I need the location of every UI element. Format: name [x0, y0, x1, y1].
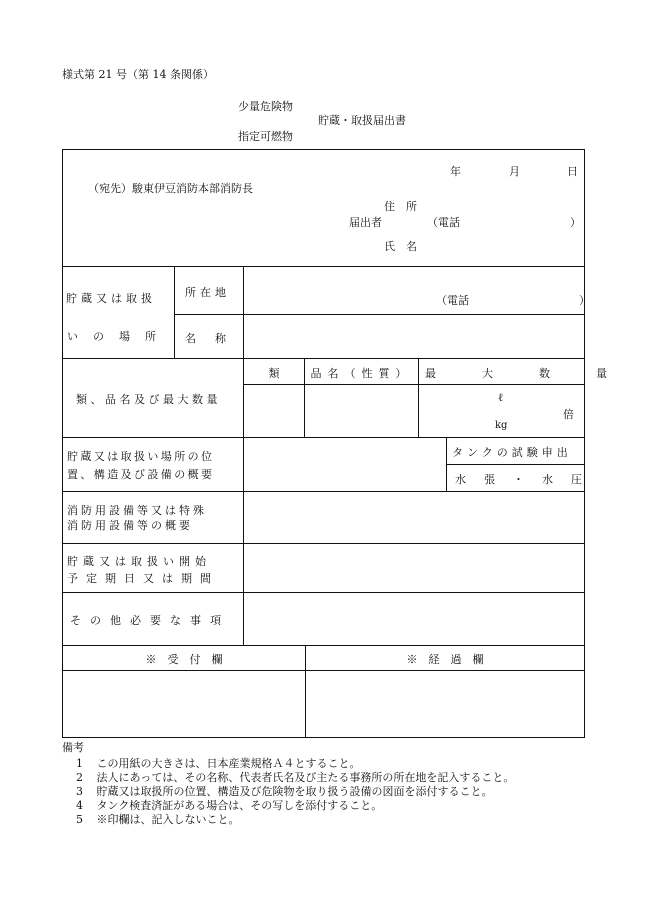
note-number: 4 — [76, 799, 83, 812]
note-item — [76, 811, 240, 827]
date-year: 年 — [450, 165, 461, 178]
title-line-3: 指定可燃物 — [238, 130, 293, 143]
other-label: その他必要な事項 — [70, 614, 230, 627]
fire-equipment-label-1: 消防用設備等又は特殊 — [67, 504, 207, 517]
address-label: 住 所 — [384, 200, 417, 213]
place-label-text-1: 貯蔵又は取扱 — [66, 292, 156, 305]
start-date-label-1: 貯蔵又は取扱い開始 — [67, 555, 211, 568]
note-number: 1 — [76, 757, 83, 770]
title-line-1: 少量危険物 — [238, 100, 293, 113]
note-number: 2 — [76, 771, 83, 784]
progress-header: ※ 経 過 欄 — [406, 653, 484, 666]
place-label-2: いの場所 — [67, 330, 171, 343]
location-phone: （電話 ） — [436, 294, 590, 307]
name-label: 氏 名 — [384, 240, 417, 253]
facility-name-label: 名 称 — [185, 332, 230, 345]
note-text: ※印欄は、記入しないこと。 — [96, 813, 240, 826]
note-text: この用紙の大きさは、日本産業規格Ａ４とすること。 — [96, 757, 361, 770]
unit-times: 倍 — [563, 408, 574, 421]
form-number: 様式第 21 号（第 14 条関係） — [62, 68, 214, 81]
place-label-1 — [66, 290, 170, 306]
addressee: （宛先）駿東伊豆消防本部消防長 — [88, 182, 253, 195]
unit-liter: ℓ — [498, 391, 504, 404]
tank-test-label: タンクの試験申出 — [452, 446, 572, 459]
note-text: タンク検査済証がある場合は、その写しを添付すること。 — [96, 799, 383, 812]
class-row-label: 類、品名及び最大数量 — [76, 393, 221, 406]
fire-equipment-label-2: 消防用設備等の概要 — [67, 519, 193, 532]
start-date-label-2: 予定期日又は期間 — [67, 572, 219, 585]
col-item-header: 品名（性質） — [310, 367, 413, 380]
water-pressure-label: 水張・水圧 — [455, 473, 600, 486]
col-class-header: 類 — [268, 367, 280, 380]
date-day: 日 — [567, 165, 578, 178]
unit-kg: kg — [495, 420, 508, 431]
date-month: 月 — [509, 165, 520, 178]
reception-header: ※ 受 付 欄 — [145, 653, 223, 666]
facility-label-2: 置、構造及び設備の概要 — [67, 468, 215, 481]
note-text: 貯蔵又は取扱所の位置、構造及び危険物を取り扱う設備の図面を添付すること。 — [96, 785, 493, 798]
col-max-header: 最大数量 — [425, 367, 653, 380]
notifier-label: 届出者 — [349, 216, 382, 229]
location-label: 所在地 — [185, 286, 230, 299]
notifier-phone: （電話 ） — [427, 216, 581, 229]
note-number: 3 — [76, 785, 83, 798]
note-number: 5 — [76, 813, 83, 826]
notes-title: 備考 — [62, 741, 84, 754]
title-line-2: 貯蔵・取扱届出書 — [318, 114, 406, 127]
facility-label-1: 貯蔵又は取扱い場所の位 — [67, 450, 215, 463]
note-text: 法人にあっては、その名称、代表者氏名及び主たる事務所の所在地を記入すること。 — [96, 771, 515, 784]
